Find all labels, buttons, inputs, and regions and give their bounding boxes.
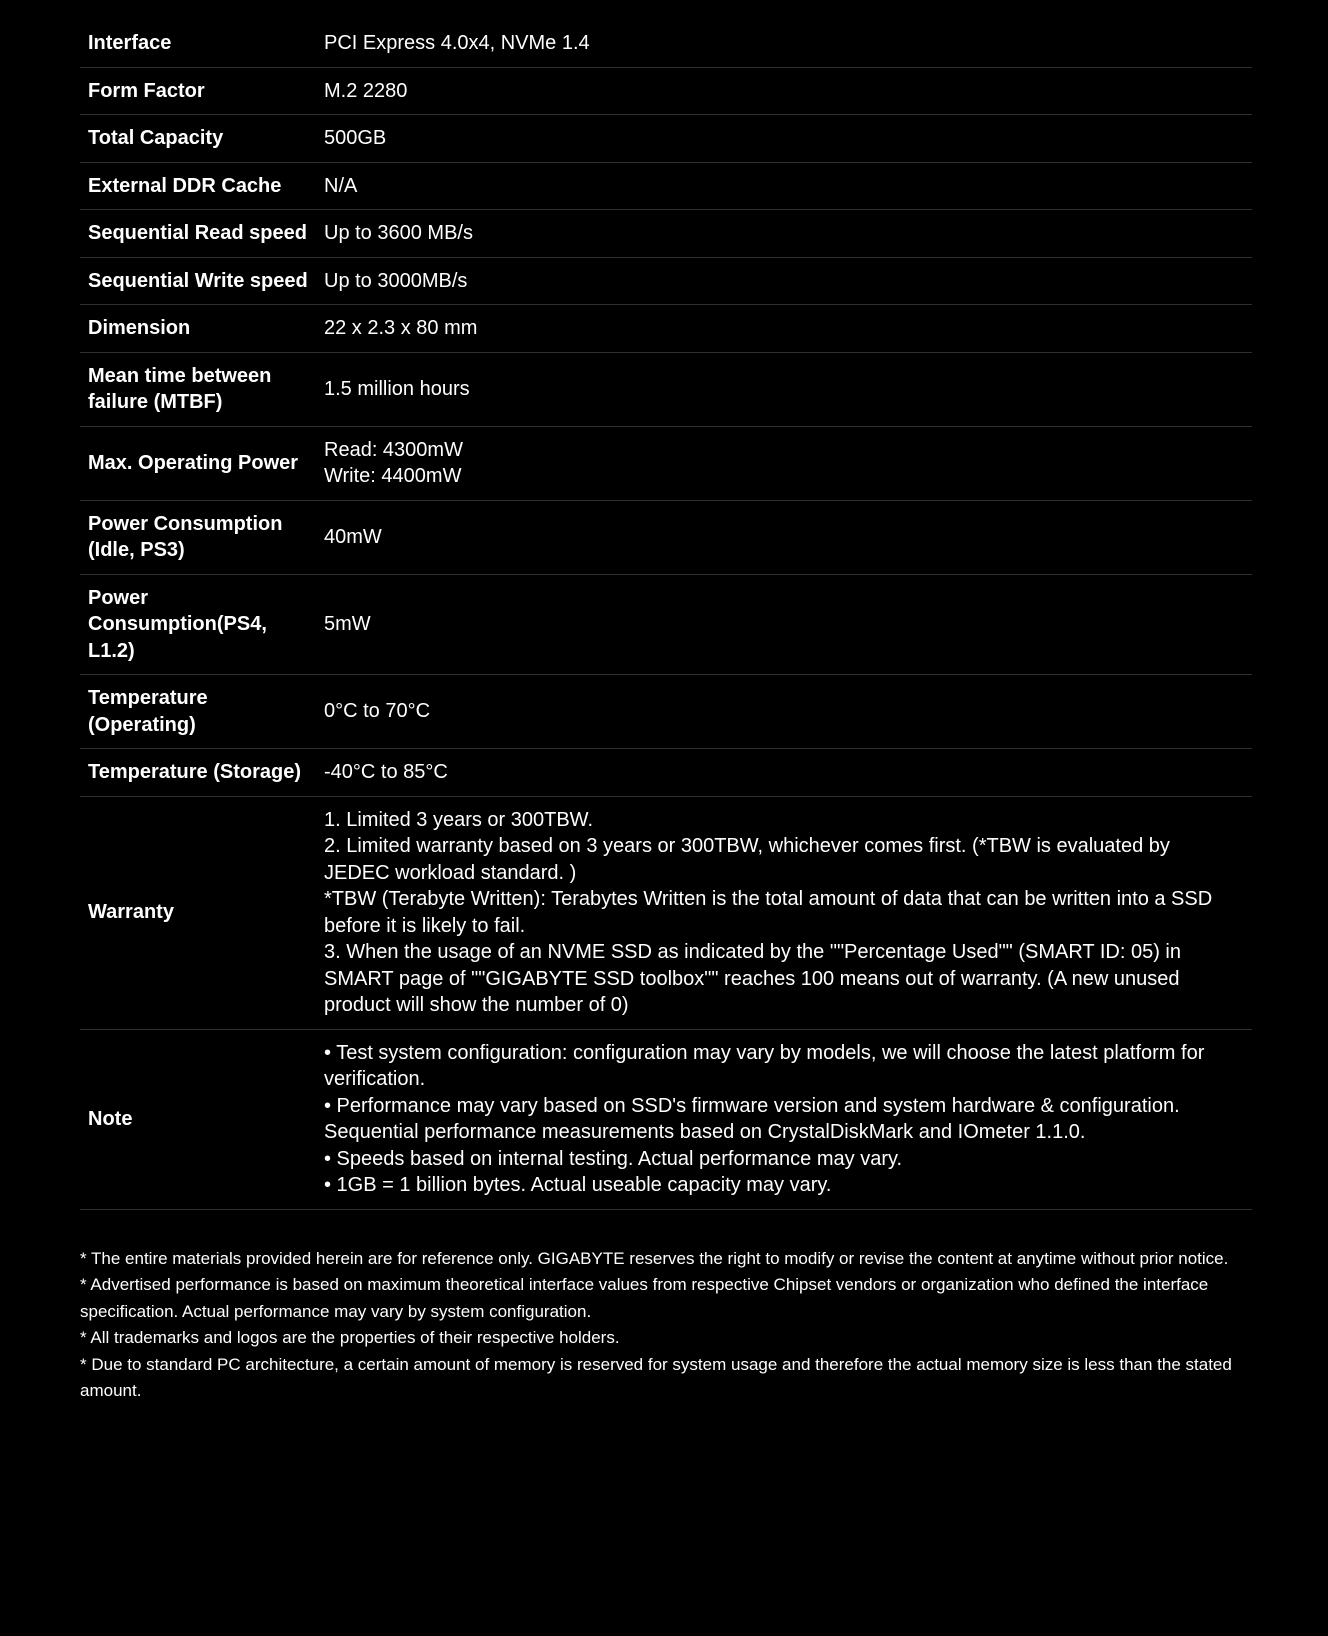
spec-value-line: 0°C to 70°C <box>324 700 431 723</box>
spec-value-line: M.2 2280 <box>324 79 408 102</box>
spec-label: Sequential Read speed <box>80 210 314 258</box>
footnote: * Advertised performance is based on maximum theoretical interface values from respective Chipset vendors or organization who defined the interface specification. Actual performance may vary by system configuration. <box>80 1275 1209 1321</box>
footnotes <box>80 1246 1252 1405</box>
spec-row <box>80 20 1252 67</box>
spec-value-line: • Performance may vary based on SSD's firmware version and system hardware & configuration. Sequential performance measurements based on CrystalDiskMark and IOmeter 1.1.0. <box>324 1094 1180 1143</box>
spec-value <box>314 352 1252 426</box>
spec-value <box>314 749 1252 797</box>
spec-value-line: Read: 4300mW <box>324 438 463 461</box>
spec-value <box>314 305 1252 353</box>
spec-value <box>314 500 1252 574</box>
spec-value-line: 500GB <box>324 127 387 149</box>
spec-value-line: *TBW (Terabyte Written): Terabytes Written is the total amount of data that can be written into a SSD before it is likely to fail. <box>324 888 1213 937</box>
spec-value-line: • 1GB = 1 billion bytes. Actual useable capacity may vary. <box>324 1174 832 1196</box>
spec-row <box>80 1029 1252 1209</box>
spec-label: Warranty <box>80 796 314 1029</box>
spec-row <box>80 115 1252 163</box>
spec-value-line: Up to 3600 MB/s <box>324 222 473 244</box>
spec-row <box>80 305 1252 353</box>
spec-value <box>314 115 1252 163</box>
spec-label: Temperature (Operating) <box>80 675 314 749</box>
spec-label: Total Capacity <box>80 115 314 163</box>
spec-value-line: • Test system configuration: configuration may vary by models, we will choose the latest platform for verification. <box>324 1041 1205 1090</box>
spec-value-line: 1. Limited 3 years or 300TBW. <box>324 808 594 831</box>
spec-value <box>314 257 1252 305</box>
spec-row <box>80 257 1252 305</box>
spec-row <box>80 675 1252 749</box>
spec-label: Mean time between failure (MTBF) <box>80 352 314 426</box>
spec-value <box>314 796 1252 1029</box>
spec-value <box>314 162 1252 210</box>
spec-label: Form Factor <box>80 67 314 115</box>
spec-label: Max. Operating Power <box>80 426 314 500</box>
spec-row <box>80 796 1252 1029</box>
spec-value-line: 1.5 million hours <box>324 377 470 400</box>
spec-row <box>80 352 1252 426</box>
spec-value-line: 2. Limited warranty based on 3 years or 300TBW, whichever comes first. (*TBW is evaluated by JEDEC workload standard. ) <box>324 835 1170 884</box>
spec-row <box>80 749 1252 797</box>
spec-value <box>314 210 1252 258</box>
spec-label: Power Consumption(PS4, L1.2) <box>80 574 314 675</box>
spec-row <box>80 162 1252 210</box>
spec-label: Sequential Write speed <box>80 257 314 305</box>
spec-value-line: 5mW <box>324 613 371 635</box>
spec-value <box>314 67 1252 115</box>
footnote: * Due to standard PC architecture, a certain amount of memory is reserved for system usage and therefore the actual memory size is less than the stated amount. <box>80 1354 1232 1400</box>
footnote: * All trademarks and logos are the properties of their respective holders. <box>80 1328 620 1347</box>
spec-row <box>80 574 1252 675</box>
spec-value-line: Write: 4400mW <box>324 465 462 487</box>
spec-value <box>314 426 1252 500</box>
spec-value-line: -40°C to 85°C <box>324 761 448 783</box>
spec-value-line: Up to 3000MB/s <box>324 269 468 292</box>
spec-value <box>314 1029 1252 1209</box>
spec-value-line: N/A <box>324 174 358 197</box>
spec-value-line: 22 x 2.3 x 80 mm <box>324 317 478 339</box>
spec-value <box>314 574 1252 675</box>
spec-label: Dimension <box>80 305 314 353</box>
footnote: * The entire materials provided herein are for reference only. GIGABYTE reserves the right to modify or revise the content at anytime without prior notice. <box>80 1248 1229 1268</box>
spec-value <box>314 675 1252 749</box>
spec-sheet <box>80 20 1252 1405</box>
spec-label: Temperature (Storage) <box>80 749 314 797</box>
spec-value-line: PCI Express 4.0x4, NVMe 1.4 <box>324 32 590 54</box>
spec-label: Interface <box>80 20 314 67</box>
spec-value-line: • Speeds based on internal testing. Actual performance may vary. <box>324 1147 903 1170</box>
spec-label: External DDR Cache <box>80 162 314 210</box>
spec-value-line: 40mW <box>324 525 382 548</box>
spec-row <box>80 426 1252 500</box>
spec-label: Note <box>80 1029 314 1209</box>
spec-row <box>80 500 1252 574</box>
spec-table <box>80 20 1252 1210</box>
spec-row <box>80 67 1252 115</box>
spec-value-line: 3. When the usage of an NVME SSD as indicated by the ""Percentage Used"" (SMART ID: 05) in SMART page of ""GIGABYTE SSD toolbox"" reaches 100 means out of warranty. (A new unused product will show the number of 0) <box>324 941 1181 1016</box>
spec-label: Power Consumption (Idle, PS3) <box>80 500 314 574</box>
spec-table-body <box>80 20 1252 1209</box>
spec-row <box>80 210 1252 258</box>
spec-value <box>314 20 1252 67</box>
